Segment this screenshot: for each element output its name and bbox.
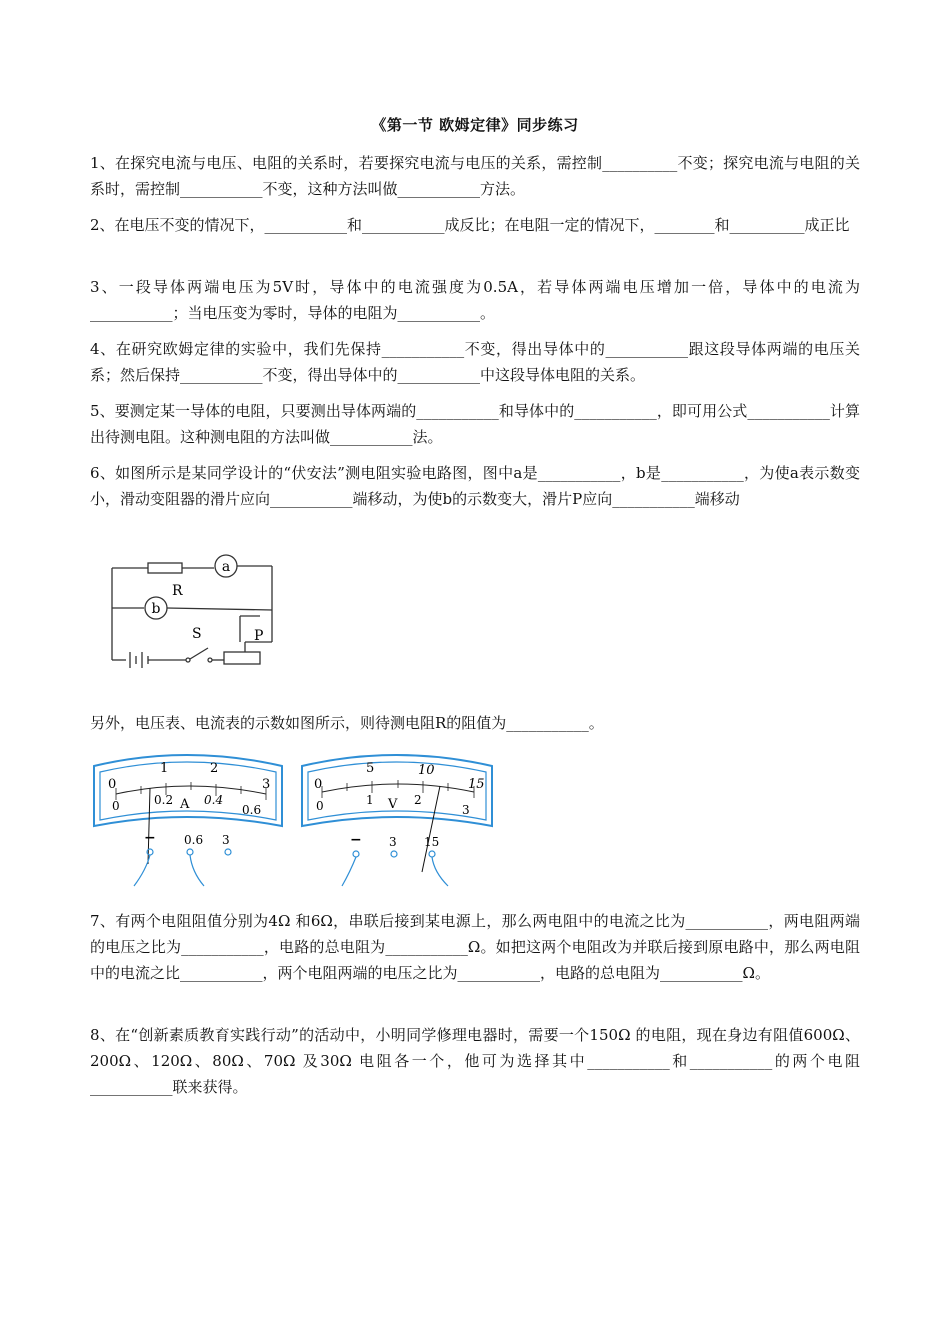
question-6: 6、如图所示是某同学设计的“伏安法”测电阻实验电路图，图中a是___________，b是___________，为使a表示数变小，滑动变阻器的滑片应向___________端移动，为使b的示数变大，滑片P应向___________端移动: [90, 464, 860, 508]
voltmeter-bottom-1: 1: [366, 793, 374, 807]
question-7: 7、有两个电阻阻值分别为4Ω 和6Ω，串联后接到某电源上，那么两电阻中的电流之比为___________，两电阻两端的电压之比为___________，电路的总电阻为___________Ω。如把这两个电阻改为并联后接到原电路中，那么两电阻中的电流之比___________，两个电阻两端的电压之比为___________，电路的总电阻为___________Ω。: [90, 912, 860, 982]
page-title: 《第一节 欧姆定律》同步练习: [371, 116, 579, 134]
voltmeter-terminal-15: 15: [424, 835, 440, 849]
ammeter-terminal-06: 0.6: [184, 833, 204, 847]
resistor-label: R: [172, 583, 183, 599]
ammeter-top-1: 1: [160, 761, 169, 776]
question-4: 4、在研究欧姆定律的实验中，我们先保持___________不变，得出导体中的___________跟这段导体两端的电压关系；然后保持___________不变，得出导体中的___________中这段导体电阻的关系。: [90, 340, 860, 384]
voltmeter-terminal-neg: −: [350, 832, 362, 848]
slider-label: P: [254, 628, 264, 644]
ammeter-top-3: 3: [262, 777, 271, 792]
question-1: 1、在探究电流与电压、电阻的关系时，若要探究电流与电压的关系，需控制__________不变；探究电流与电阻的关系时，需控制___________不变，这种方法叫做___________方法。: [90, 154, 860, 198]
ammeter-bottom-3: 0.6: [242, 803, 262, 817]
meter-b-label: b: [151, 601, 161, 617]
ammeter-terminal-neg: −: [144, 830, 156, 846]
ammeter-top-2: 2: [210, 761, 219, 776]
question-6-followup: 另外，电压表、电流表的示数如图所示，则待测电阻R的阻值为___________。: [90, 714, 604, 732]
ammeter: [94, 755, 282, 886]
question-8: 8、在“创新素质教育实践行动”的活动中，小明同学修理电器时，需要一个150Ω 的电阻，现在身边有阻值600Ω、200Ω、120Ω、80Ω、70Ω 及30Ω 电阻各一个，他可为选择其中___________和___________的两个电阻___________联来获得。: [90, 1026, 860, 1096]
switch-label: S: [192, 626, 202, 642]
voltmeter: [302, 755, 492, 886]
voltmeter-terminal-3: 3: [389, 835, 397, 849]
ammeter-bottom-1: 0.2: [154, 793, 174, 807]
voltmeter-bottom-3: 3: [462, 803, 470, 817]
voltmeter-top-15: 15: [468, 777, 485, 792]
voltmeter-bottom-2: 2: [414, 793, 422, 807]
ammeter-top-0: 0: [108, 777, 117, 792]
question-2: 2、在电压不变的情况下，___________和___________成反比；在电阻一定的情况下，________和__________成正比: [90, 216, 850, 234]
circuit-diagram: [100, 548, 280, 676]
ammeter-bottom-2: 0.4: [204, 793, 224, 807]
voltmeter-top-5: 5: [366, 761, 375, 776]
ammeter-terminal-3: 3: [222, 833, 230, 847]
voltmeter-unit: V: [388, 797, 398, 812]
question-5: 5、要测定某一导体的电阻，只要测出导体两端的___________和导体中的___________，即可用公式___________计算出待测电阻。这种测电阻的方法叫做___________法。: [90, 402, 860, 446]
ammeter-unit: A: [180, 797, 190, 812]
meter-a-label: a: [221, 559, 231, 575]
meters-figure: [86, 752, 506, 892]
voltmeter-bottom-0: 0: [316, 799, 324, 813]
voltmeter-top-0: 0: [314, 777, 323, 792]
voltmeter-top-10: 10: [418, 763, 435, 778]
ammeter-bottom-0: 0: [112, 799, 120, 813]
question-3: 3、一段导体两端电压为5V时，导体中的电流强度为0.5A，若导体两端电压增加一倍，导体中的电流为___________；当电压变为零时，导体的电阻为___________。: [90, 278, 860, 322]
